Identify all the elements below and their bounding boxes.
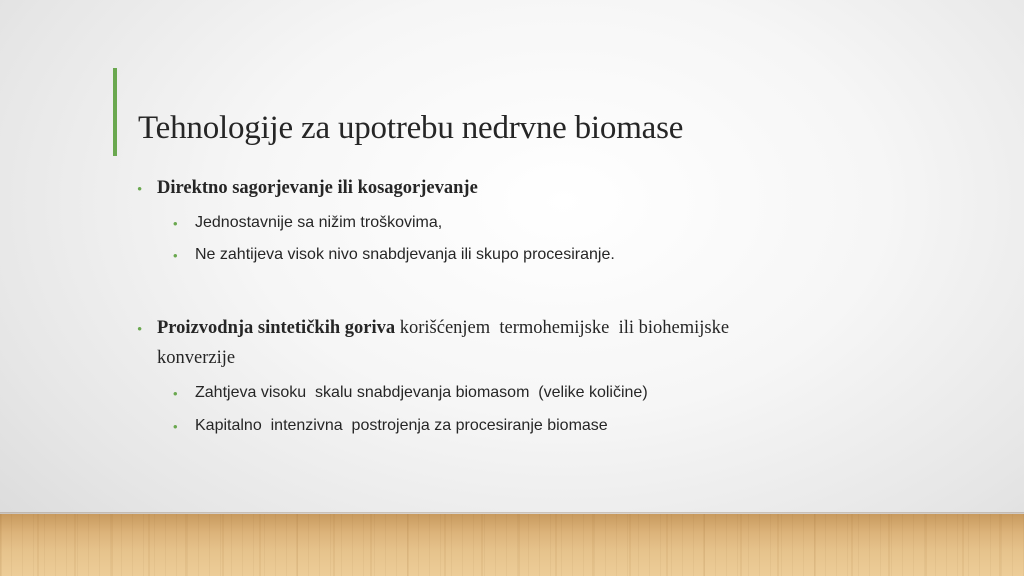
sub-bullet-item bbox=[173, 246, 615, 264]
bullet-item bbox=[137, 318, 730, 339]
bullet-dot-icon: • bbox=[137, 322, 143, 338]
bullet-text-bold: Proizvodnja sintetičkih goriva bbox=[157, 318, 396, 338]
sub-bullet-item bbox=[173, 214, 443, 232]
sub-bullet-text: Kapitalno intenzivna postrojenja za procesiranje biomase bbox=[195, 417, 608, 434]
wooden-floor-background bbox=[0, 514, 1024, 576]
bullet-item bbox=[137, 178, 478, 199]
bullet-continuation-text: konverzije bbox=[157, 348, 236, 368]
title-accent-bar bbox=[113, 68, 117, 156]
bullet-dot-icon: • bbox=[173, 419, 178, 434]
bullet-dot-icon: • bbox=[173, 386, 178, 401]
bullet-dot-icon: • bbox=[137, 182, 143, 198]
slide-title: Tehnologije za upotrebu nedrvne biomase bbox=[138, 110, 684, 146]
sub-bullet-item bbox=[173, 417, 608, 435]
sub-bullet-text: Jednostavnije sa nižim troškovima, bbox=[195, 214, 443, 231]
sub-bullet-text: Ne zahtijeva visok nivo snabdjevanja ili skupo procesiranje. bbox=[195, 246, 615, 263]
sub-bullet-text: Zahtjeva visoku skalu snabdjevanja biomasom (velike količine) bbox=[195, 384, 648, 401]
bullet-text: korišćenjem termohemijske ili biohemijske bbox=[395, 318, 730, 338]
bullet-dot-icon: • bbox=[173, 216, 178, 231]
bullet-text-bold: Direktno sagorjevanje ili kosagorjevanje bbox=[157, 178, 478, 198]
bullet-dot-icon: • bbox=[173, 248, 178, 263]
sub-bullet-item bbox=[173, 384, 648, 402]
